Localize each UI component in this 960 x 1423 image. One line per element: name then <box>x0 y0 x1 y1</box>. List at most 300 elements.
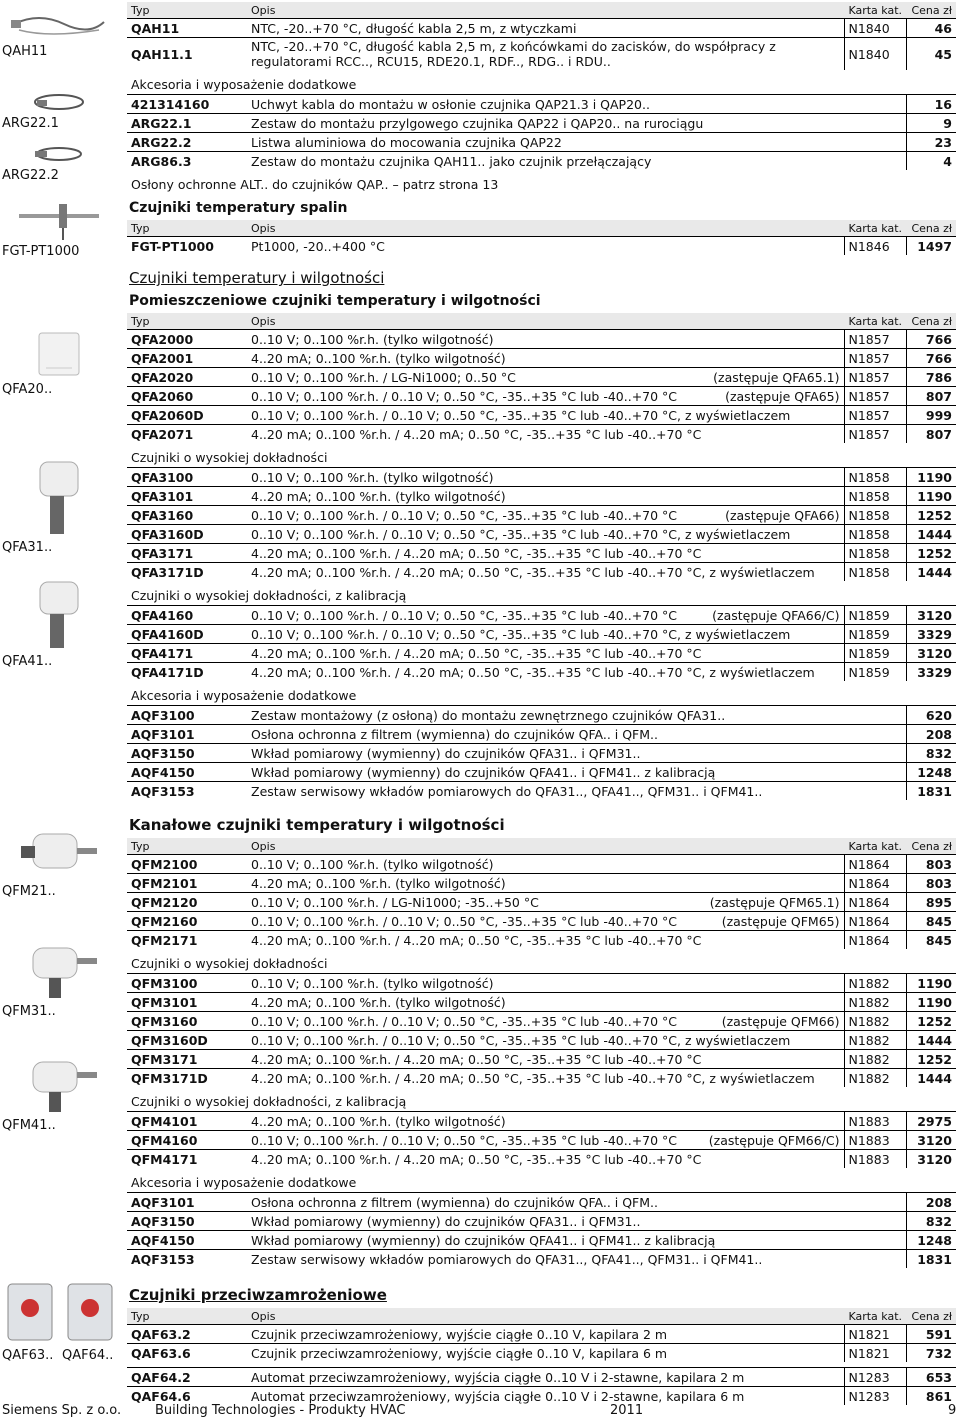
product-code: QFA3171D <box>127 563 247 582</box>
product-desc: Zestaw serwisowy wkładów pomiarowych do QFA31.., QFA41.., QFM31.. i QFM41.. <box>247 1250 906 1269</box>
product-code: QFA3171 <box>127 544 247 563</box>
header-karta: Karta kat. <box>844 313 906 330</box>
product-code: AQF3153 <box>127 1250 247 1269</box>
sidebar-item-qaf64 <box>60 1282 120 1363</box>
catalog-card: N1858 <box>844 487 906 506</box>
catalog-card: N1821 <box>844 1344 906 1363</box>
product-desc <box>247 874 844 893</box>
product-code: QFM2120 <box>127 893 247 912</box>
sidebar-label: QAH11 <box>2 44 48 59</box>
product-desc <box>247 1344 844 1363</box>
price: 1831 <box>906 782 956 801</box>
price: 766 <box>906 330 956 349</box>
product-desc-text: 4..20 mA; 0..100 %r.h. / 4..20 mA; 0..50 °C, -35..+35 °C lub -40..+70 °C <box>251 932 702 948</box>
product-desc-text: 0..10 V; 0..100 %r.h. / 0..10 V; 0..50 °C, -35..+35 °C lub -40..+70 °C <box>251 507 678 523</box>
price: 845 <box>906 931 956 950</box>
table-row <box>127 606 956 625</box>
price-list <box>127 2 956 1405</box>
price: 1252 <box>906 544 956 563</box>
page-footer <box>0 1403 960 1423</box>
footer-page-number: 9 <box>948 1403 957 1418</box>
section-title-temp-humidity: Czujniki temperatury i wilgotności <box>129 269 385 287</box>
price: 803 <box>906 855 956 874</box>
sidebar-item-arg22-1 <box>0 92 118 131</box>
sidebar-label: QFA41.. <box>2 654 53 669</box>
price: 1190 <box>906 974 956 993</box>
catalog-card: N1857 <box>844 330 906 349</box>
price: 4 <box>906 152 956 171</box>
product-desc-text: Automat przeciwzamrożeniowy, wyjścia ciągłe 0..10 V i 2-stawne, kapilara 6 m <box>251 1388 745 1404</box>
product-desc-text: 4..20 mA; 0..100 %r.h. (tylko wilgotność) <box>251 350 506 366</box>
product-desc: Zestaw do montażu czujnika QAH11.. jako czujnik przełączający <box>247 152 906 171</box>
header-karta: Karta kat. <box>844 2 906 19</box>
product-desc <box>247 855 844 874</box>
replacement-note: (zastępuje QFM66) <box>721 1013 840 1029</box>
table-row <box>127 95 956 114</box>
product-code: QAF64.6 <box>127 1387 247 1406</box>
product-code: QFM3160 <box>127 1012 247 1031</box>
price: 16 <box>906 95 956 114</box>
catalog-card: N1882 <box>844 1050 906 1069</box>
catalog-card: N1883 <box>844 1150 906 1169</box>
table-header <box>127 2 956 19</box>
sidebar-item-qfa31 <box>0 460 118 555</box>
product-code: ARG86.3 <box>127 152 247 171</box>
sidebar-label: QAF63.. <box>2 1348 54 1363</box>
replacement-note: (zastępuje QFA65) <box>725 388 840 404</box>
sidebar-label: ARG22.2 <box>2 168 59 183</box>
product-desc <box>247 1368 844 1387</box>
section-title-frost: Czujniki przeciwzamrożeniowe <box>129 1286 387 1304</box>
product-code: QAF63.6 <box>127 1344 247 1363</box>
product-desc-text: 0..10 V; 0..100 %r.h. / 0..10 V; 0..50 °C, -35..+35 °C lub -40..+70 °C, z wyświetlaczem <box>251 626 791 642</box>
product-code: QFM2160 <box>127 912 247 931</box>
product-code: QFM2171 <box>127 931 247 950</box>
price: 9 <box>906 114 956 133</box>
frost-sensor-image <box>4 1282 56 1344</box>
product-desc-text: 0..10 V; 0..100 %r.h. / 0..10 V; 0..50 °C, -35..+35 °C lub -40..+70 °C <box>251 1013 678 1029</box>
table-duct-sensors <box>127 838 956 1268</box>
table-row <box>127 1325 956 1344</box>
price: 895 <box>906 893 956 912</box>
price: 3120 <box>906 644 956 663</box>
table-row <box>127 38 956 71</box>
subsection-heading <box>127 581 956 606</box>
product-desc <box>247 931 844 950</box>
catalog-card: N1864 <box>844 931 906 950</box>
frost-thermostat-image <box>64 1282 116 1344</box>
duct-sensor-image <box>19 828 99 880</box>
wall-sensor-image <box>34 580 84 650</box>
header-typ: Typ <box>127 313 247 330</box>
sidebar-item-qfm21 <box>0 828 118 899</box>
product-desc <box>247 1150 844 1169</box>
product-desc <box>247 406 844 425</box>
product-desc-text: 4..20 mA; 0..100 %r.h. / 4..20 mA; 0..50 °C, -35..+35 °C lub -40..+70 °C <box>251 1051 702 1067</box>
table-frost <box>127 1308 956 1405</box>
table-room-sensors <box>127 313 956 800</box>
product-desc <box>247 1325 844 1344</box>
table-row <box>127 1012 956 1031</box>
catalog-card: N1857 <box>844 368 906 387</box>
product-desc <box>247 1031 844 1050</box>
header-opis: Opis <box>247 1308 844 1325</box>
product-code: QFA2060D <box>127 406 247 425</box>
header-cena: Cena zł <box>906 2 956 19</box>
replacement-note: (zastępuje QFM65.1) <box>709 894 840 910</box>
sidebar-label: ARG22.1 <box>2 116 59 131</box>
product-code: AQF3150 <box>127 1212 247 1231</box>
table-flue <box>127 220 956 255</box>
price: 1190 <box>906 993 956 1012</box>
product-code: QFA4171 <box>127 644 247 663</box>
table-row <box>127 114 956 133</box>
product-code: AQF4150 <box>127 763 247 782</box>
sidebar-item-qaf63 <box>0 1282 60 1363</box>
table-header <box>127 1308 956 1325</box>
product-desc <box>247 974 844 993</box>
product-desc-text: Czujnik przeciwzamrożeniowy, wyjście ciągłe 0..10 V, kapilara 2 m <box>251 1326 668 1342</box>
catalog-card: N1859 <box>844 606 906 625</box>
price: 653 <box>906 1368 956 1387</box>
product-code: ARG22.2 <box>127 133 247 152</box>
price: 3120 <box>906 1150 956 1169</box>
product-code: QFA2000 <box>127 330 247 349</box>
table-row <box>127 993 956 1012</box>
product-desc-text: 4..20 mA; 0..100 %r.h. (tylko wilgotność) <box>251 994 506 1010</box>
table-row <box>127 349 956 368</box>
catalog-card: N1882 <box>844 974 906 993</box>
catalog-card: N1882 <box>844 1031 906 1050</box>
table-row <box>127 1069 956 1088</box>
sidebar-item-qfm31 <box>0 944 118 1019</box>
flue-probe-image <box>9 196 109 240</box>
table-row <box>127 368 956 387</box>
product-desc <box>247 663 844 682</box>
accessories-heading <box>127 1168 956 1193</box>
subsection-heading-text: Czujniki o wysokiej dokładności, z kalibracją <box>131 588 407 603</box>
cable-sensor-image <box>9 8 109 40</box>
sidebar-item-fgt-pt1000 <box>0 196 118 259</box>
sidebar-label: QFM31.. <box>2 1004 56 1019</box>
table-row <box>127 19 956 38</box>
subsection-heading <box>127 443 956 468</box>
table-row <box>127 874 956 893</box>
table-row <box>127 468 956 487</box>
header-cena: Cena zł <box>906 1308 956 1325</box>
replacement-note: (zastępuje QFA66/C) <box>712 607 840 623</box>
table-row <box>127 1250 956 1269</box>
accessories-heading: Akcesoria i wyposażenie dodatkowe <box>131 77 357 92</box>
footer-year: 2011 <box>610 1403 644 1418</box>
duct-sensor-image <box>19 1058 99 1114</box>
product-code: QFA3101 <box>127 487 247 506</box>
catalog-card: N1882 <box>844 993 906 1012</box>
catalog-card: N1883 <box>844 1131 906 1150</box>
product-code: QFM3160D <box>127 1031 247 1050</box>
product-code: QFA2001 <box>127 349 247 368</box>
wall-sensor-image <box>34 460 84 536</box>
header-cena: Cena zł <box>906 313 956 330</box>
catalog-card: N1864 <box>844 893 906 912</box>
header-opis: Opis <box>247 2 844 19</box>
catalog-card: N1840 <box>844 38 906 71</box>
price: 208 <box>906 1193 956 1212</box>
price: 3120 <box>906 606 956 625</box>
replacement-note: (zastępuje QFA66) <box>725 507 840 523</box>
catalog-card: N1864 <box>844 912 906 931</box>
clamp-image <box>29 92 89 112</box>
table-row <box>127 1150 956 1169</box>
product-desc-text: 4..20 mA; 0..100 %r.h. / 4..20 mA; 0..50 °C, -35..+35 °C lub -40..+70 °C, z wyświetlaczem <box>251 664 815 680</box>
price: 732 <box>906 1344 956 1363</box>
duct-sensor-image <box>19 944 99 1000</box>
product-code: AQF3100 <box>127 706 247 725</box>
header-opis: Opis <box>247 838 844 855</box>
catalog-card: N1821 <box>844 1325 906 1344</box>
table-row <box>127 974 956 993</box>
sidebar-label: QFM41.. <box>2 1118 56 1133</box>
catalog-card: N1883 <box>844 1112 906 1131</box>
table-row <box>127 406 956 425</box>
product-code: QFM4160 <box>127 1131 247 1150</box>
product-code: QFM3101 <box>127 993 247 1012</box>
price: 208 <box>906 725 956 744</box>
footer-company: Siemens Sp. z o.o. <box>2 1403 122 1418</box>
product-desc: NTC, -20..+70 °C, długość kabla 2,5 m, z wtyczkami <box>247 19 844 38</box>
subsection-title-room: Pomieszczeniowe czujniki temperatury i wilgotności <box>129 293 541 309</box>
table-row <box>127 544 956 563</box>
replacement-note: (zastępuje QFA65.1) <box>713 369 840 385</box>
product-desc <box>247 425 844 444</box>
product-desc-text: 0..10 V; 0..100 %r.h. (tylko wilgotność) <box>251 856 494 872</box>
catalog-card: N1858 <box>844 563 906 582</box>
product-code: QFM3100 <box>127 974 247 993</box>
price: 1497 <box>906 237 956 256</box>
product-desc <box>247 1112 844 1131</box>
table-row <box>127 855 956 874</box>
product-desc: Wkład pomiarowy (wymienny) do czujników QFA41.. i QFM41.. z kalibracją <box>247 763 906 782</box>
product-desc <box>247 563 844 582</box>
product-desc: Zestaw montażowy (z osłoną) do montażu zewnętrznego czujników QFA31.. <box>247 706 906 725</box>
subsection-heading <box>127 1087 956 1112</box>
product-desc <box>247 1131 844 1150</box>
product-code: QFM2101 <box>127 874 247 893</box>
product-code: QFM3171D <box>127 1069 247 1088</box>
table-row <box>127 133 956 152</box>
product-code: QFA3160 <box>127 506 247 525</box>
product-desc-text: 4..20 mA; 0..100 %r.h. / 4..20 mA; 0..50 °C, -35..+35 °C lub -40..+70 °C <box>251 645 702 661</box>
sidebar-item-qfa41 <box>0 580 118 669</box>
price: 1248 <box>906 1231 956 1250</box>
sidebar-label: QFA31.. <box>2 540 53 555</box>
price: 861 <box>906 1387 956 1406</box>
table-row <box>127 152 956 171</box>
product-desc-text: 4..20 mA; 0..100 %r.h. / 4..20 mA; 0..50 °C, -35..+35 °C lub -40..+70 °C, z wyświetlaczem <box>251 1070 815 1086</box>
product-desc: NTC, -20..+70 °C, długość kabla 2,5 m, z końcówkami do zacisków, do współpracy z regulatorami RCC.., RCU15, RDE20.1, RDF.., RDG.. i RDU.. <box>247 38 844 71</box>
product-desc-text: 4..20 mA; 0..100 %r.h. (tylko wilgotność) <box>251 488 506 504</box>
header-opis: Opis <box>247 220 844 237</box>
price: 591 <box>906 1325 956 1344</box>
product-desc <box>247 544 844 563</box>
section-title-duct: Kanałowe czujniki temperatury i wilgotności <box>129 816 505 834</box>
catalog-card: N1857 <box>844 387 906 406</box>
product-desc-text: 4..20 mA; 0..100 %r.h. / 4..20 mA; 0..50 °C, -35..+35 °C lub -40..+70 °C, z wyświetlaczem <box>251 564 815 580</box>
product-code: QAF63.2 <box>127 1325 247 1344</box>
product-code: QFA4171D <box>127 663 247 682</box>
table-row <box>127 782 956 801</box>
accessories-heading-text: Akcesoria i wyposażenie dodatkowe <box>131 1175 357 1190</box>
header-typ: Typ <box>127 838 247 855</box>
sidebar-label: FGT-PT1000 <box>2 244 80 259</box>
product-desc <box>247 487 844 506</box>
price: 1252 <box>906 506 956 525</box>
product-desc <box>247 468 844 487</box>
product-code: QFM2100 <box>127 855 247 874</box>
product-desc: Zestaw do montażu przylgowego czujnika QAP22 i QAP20.. na rurociągu <box>247 114 906 133</box>
sidebar-item-qfm41 <box>0 1058 118 1133</box>
product-desc-text: 0..10 V; 0..100 %r.h. / 0..10 V; 0..50 °C, -35..+35 °C lub -40..+70 °C <box>251 1132 678 1148</box>
table-row <box>127 663 956 682</box>
price: 999 <box>906 406 956 425</box>
product-desc <box>247 912 844 931</box>
product-desc: Wkład pomiarowy (wymienny) do czujników QFA41.. i QFM41.. z kalibracją <box>247 1231 906 1250</box>
product-code: QAH11 <box>127 19 247 38</box>
table-row <box>127 506 956 525</box>
product-code: ARG22.1 <box>127 114 247 133</box>
price: 1444 <box>906 563 956 582</box>
table-header <box>127 220 956 237</box>
table-row <box>127 625 956 644</box>
catalog-card: N1283 <box>844 1368 906 1387</box>
product-code: QAH11.1 <box>127 38 247 71</box>
price: 45 <box>906 38 956 71</box>
price: 786 <box>906 368 956 387</box>
cross-reference-note: Osłony ochronne ALT.. do czujników QAP.. – patrz strona 13 <box>131 177 499 192</box>
product-desc-text: 0..10 V; 0..100 %r.h. (tylko wilgotność) <box>251 469 494 485</box>
sidebar-item-qfa20 <box>0 330 118 397</box>
product-code: QFA4160 <box>127 606 247 625</box>
table-row <box>127 425 956 444</box>
table-row <box>127 706 956 725</box>
product-desc <box>247 368 844 387</box>
product-code: QFM3171 <box>127 1050 247 1069</box>
product-code: AQF4150 <box>127 1231 247 1250</box>
product-code: QAF64.2 <box>127 1368 247 1387</box>
price: 1444 <box>906 525 956 544</box>
clamp-image <box>29 144 89 164</box>
catalog-card: N1859 <box>844 625 906 644</box>
room-sensor-image <box>34 330 84 378</box>
sidebar-label: QAF64.. <box>62 1348 114 1363</box>
product-desc-text: Czujnik przeciwzamrożeniowy, wyjście ciągłe 0..10 V, kapilara 6 m <box>251 1345 668 1361</box>
table-row <box>127 725 956 744</box>
accessories-heading-text: Akcesoria i wyposażenie dodatkowe <box>131 688 357 703</box>
price: 3120 <box>906 1131 956 1150</box>
catalog-card: N1857 <box>844 349 906 368</box>
price: 832 <box>906 1212 956 1231</box>
table-header <box>127 313 956 330</box>
product-desc-text: 0..10 V; 0..100 %r.h. / 0..10 V; 0..50 °C, -35..+35 °C lub -40..+70 °C, z wyświetlaczem <box>251 1032 791 1048</box>
price: 1248 <box>906 763 956 782</box>
product-code: AQF3150 <box>127 744 247 763</box>
header-karta: Karta kat. <box>844 1308 906 1325</box>
price: 1190 <box>906 468 956 487</box>
price: 1252 <box>906 1050 956 1069</box>
product-desc-text: 0..10 V; 0..100 %r.h. (tylko wilgotność) <box>251 975 494 991</box>
product-desc <box>247 506 844 525</box>
product-code: QFA3160D <box>127 525 247 544</box>
table-row <box>127 1112 956 1131</box>
section-title-flue: Czujniki temperatury spalin <box>129 200 348 216</box>
table-row <box>127 1031 956 1050</box>
price: 2975 <box>906 1112 956 1131</box>
product-desc-text: 4..20 mA; 0..100 %r.h. / 4..20 mA; 0..50 °C, -35..+35 °C lub -40..+70 °C <box>251 1151 702 1167</box>
price: 807 <box>906 425 956 444</box>
product-desc-text: 0..10 V; 0..100 %r.h. (tylko wilgotność) <box>251 331 494 347</box>
price: 46 <box>906 19 956 38</box>
product-code: AQF3101 <box>127 1193 247 1212</box>
catalog-card: N1858 <box>844 525 906 544</box>
catalog-card: N1858 <box>844 544 906 563</box>
price: 766 <box>906 349 956 368</box>
subsection-heading-text: Czujniki o wysokiej dokładności <box>131 956 328 971</box>
product-desc-text: 0..10 V; 0..100 %r.h. / 0..10 V; 0..50 °C, -35..+35 °C lub -40..+70 °C <box>251 607 678 623</box>
catalog-card: N1864 <box>844 855 906 874</box>
product-desc: Wkład pomiarowy (wymienny) do czujników QFA31.. i QFM31.. <box>247 1212 906 1231</box>
product-desc: Zestaw serwisowy wkładów pomiarowych do QFA31.., QFA41.., QFM31.. i QFM41.. <box>247 782 906 801</box>
product-code: AQF3101 <box>127 725 247 744</box>
catalog-card: N1858 <box>844 506 906 525</box>
catalog-card: N1859 <box>844 663 906 682</box>
header-karta: Karta kat. <box>844 220 906 237</box>
table-row <box>127 1368 956 1387</box>
sidebar-item-qah11 <box>0 8 118 59</box>
product-code: QFA2060 <box>127 387 247 406</box>
product-desc <box>247 330 844 349</box>
header-typ: Typ <box>127 2 247 19</box>
product-code: QFA2071 <box>127 425 247 444</box>
product-desc: Osłona ochronna z filtrem (wymienna) do czujników QFA.. i QFM.. <box>247 725 906 744</box>
table-row <box>127 237 956 256</box>
catalog-card: N1882 <box>844 1012 906 1031</box>
header-cena: Cena zł <box>906 838 956 855</box>
table-row <box>127 330 956 349</box>
table-row <box>127 1231 956 1250</box>
product-desc <box>247 525 844 544</box>
header-opis: Opis <box>247 313 844 330</box>
table-row <box>127 387 956 406</box>
product-code: 421314160 <box>127 95 247 114</box>
table-row <box>127 525 956 544</box>
catalog-card: N1859 <box>844 644 906 663</box>
price: 3329 <box>906 663 956 682</box>
product-code: QFM4101 <box>127 1112 247 1131</box>
table-row <box>127 893 956 912</box>
catalog-card: N1857 <box>844 425 906 444</box>
product-desc-text: 4..20 mA; 0..100 %r.h. (tylko wilgotność) <box>251 1113 506 1129</box>
product-desc-text: 0..10 V; 0..100 %r.h. / 0..10 V; 0..50 °C, -35..+35 °C lub -40..+70 °C <box>251 913 678 929</box>
table-header <box>127 838 956 855</box>
table-row <box>127 763 956 782</box>
product-desc-text: 0..10 V; 0..100 %r.h. / LG-Ni1000; 0..50 °C <box>251 369 516 385</box>
footer-division: Building Technologies - Produkty HVAC <box>155 1403 406 1418</box>
catalog-card: N1858 <box>844 468 906 487</box>
product-desc <box>247 387 844 406</box>
catalog-card: N1864 <box>844 874 906 893</box>
product-desc <box>247 644 844 663</box>
table-row <box>127 931 956 950</box>
